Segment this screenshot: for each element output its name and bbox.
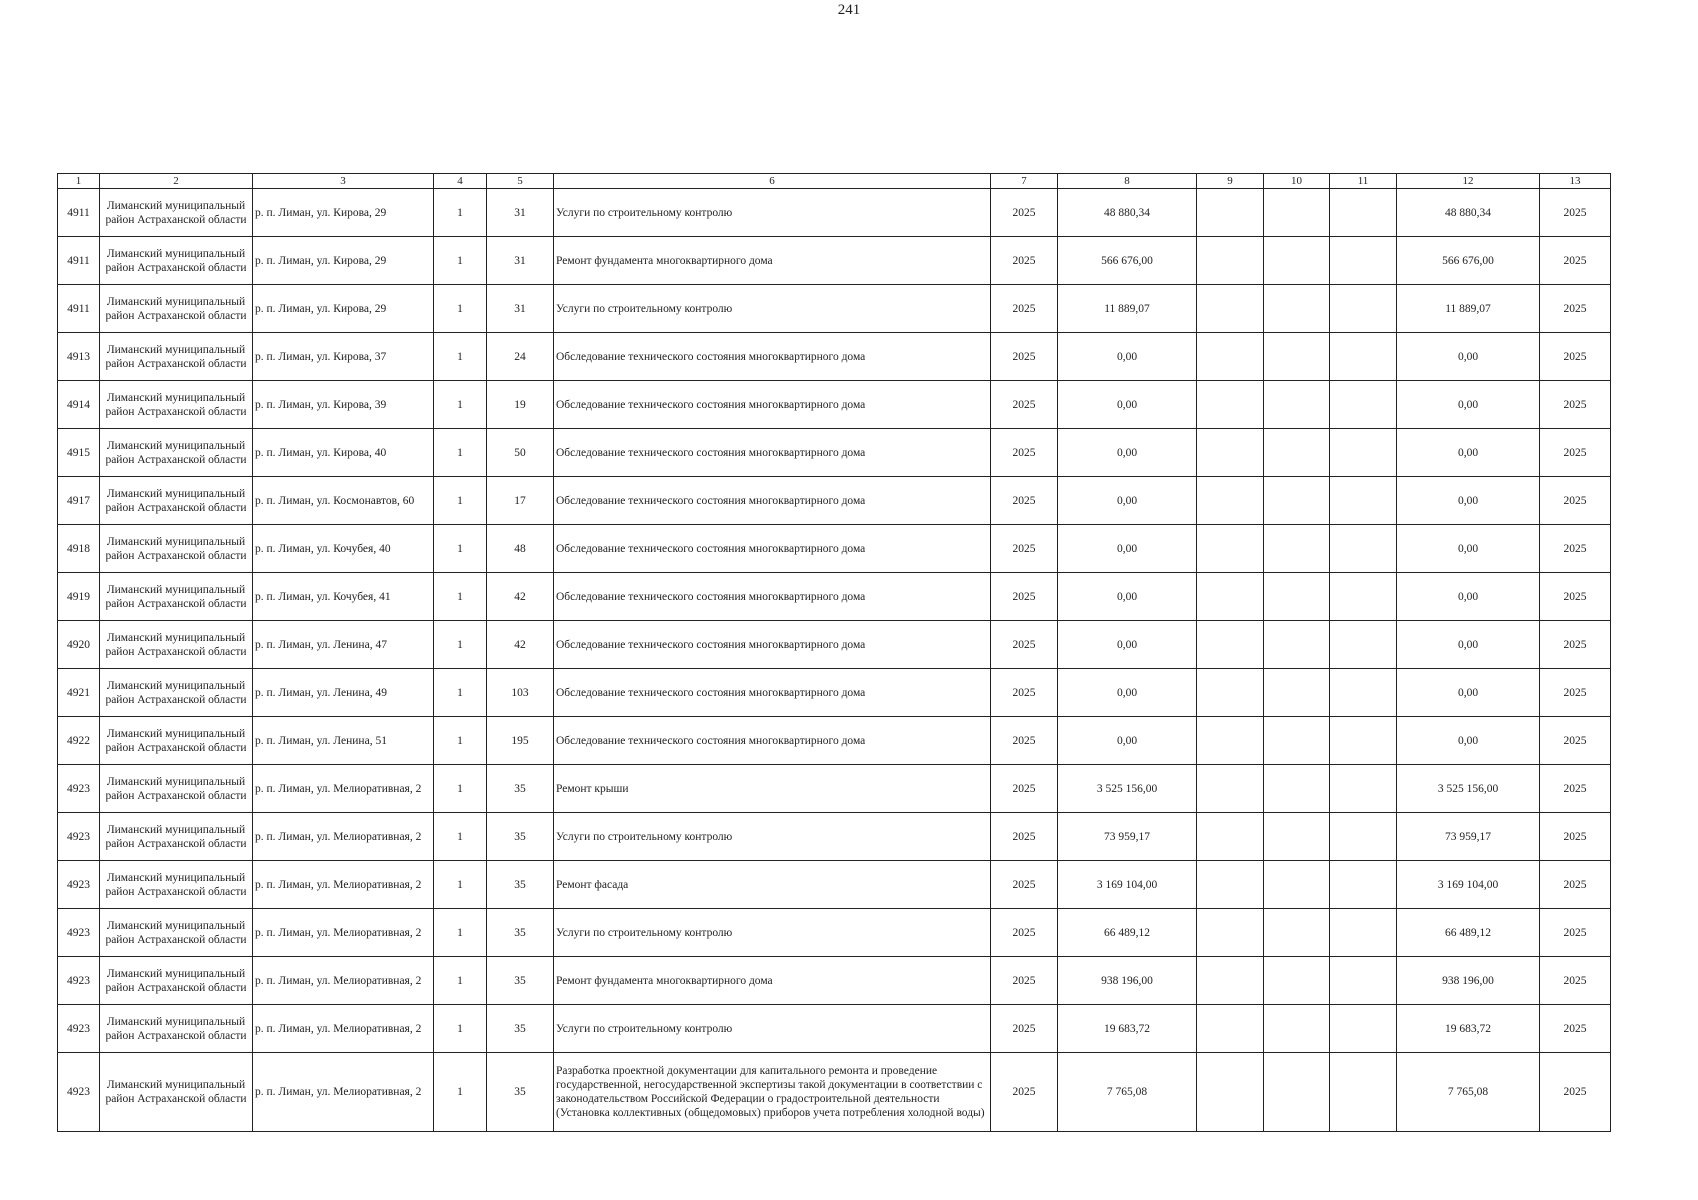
cell-end-year: 2025 <box>1540 381 1611 429</box>
cell-col10 <box>1264 861 1330 909</box>
cell-end-year: 2025 <box>1540 477 1611 525</box>
cell-address: р. п. Лиман, ул. Мелиоративная, 2 <box>253 1053 434 1132</box>
column-header-2: 2 <box>100 174 253 189</box>
cell-year: 2025 <box>991 957 1058 1005</box>
cell-municipality: Лиманский муниципальный район Астраханской области <box>100 285 253 333</box>
cell-year: 2025 <box>991 621 1058 669</box>
cell-municipality: Лиманский муниципальный район Астраханской области <box>100 813 253 861</box>
cell-municipality: Лиманский муниципальный район Астраханской области <box>100 1005 253 1053</box>
cell-work-type: Обследование технического состояния многоквартирного дома <box>554 621 991 669</box>
cell-total: 938 196,00 <box>1397 957 1540 1005</box>
table-row <box>58 381 1611 429</box>
cell-number: 4917 <box>58 477 100 525</box>
table-row <box>58 669 1611 717</box>
cell-col5: 31 <box>487 237 554 285</box>
cell-cost: 0,00 <box>1058 429 1197 477</box>
cell-col4: 1 <box>434 477 487 525</box>
cell-col11 <box>1330 237 1397 285</box>
cell-end-year: 2025 <box>1540 573 1611 621</box>
cell-number: 4911 <box>58 189 100 237</box>
cell-address: р. п. Лиман, ул. Кирова, 29 <box>253 285 434 333</box>
cell-year: 2025 <box>991 717 1058 765</box>
cell-year: 2025 <box>991 765 1058 813</box>
cell-col4: 1 <box>434 381 487 429</box>
cell-municipality: Лиманский муниципальный район Астраханской области <box>100 1053 253 1132</box>
cell-number: 4913 <box>58 333 100 381</box>
cell-cost: 566 676,00 <box>1058 237 1197 285</box>
cell-cost: 7 765,08 <box>1058 1053 1197 1132</box>
cell-col11 <box>1330 189 1397 237</box>
cell-col10 <box>1264 573 1330 621</box>
cell-work-type: Ремонт крыши <box>554 765 991 813</box>
cell-number: 4911 <box>58 285 100 333</box>
cell-work-type: Обследование технического состояния многоквартирного дома <box>554 573 991 621</box>
cell-total: 0,00 <box>1397 381 1540 429</box>
cell-col5: 35 <box>487 861 554 909</box>
table-row <box>58 813 1611 861</box>
cell-col11 <box>1330 573 1397 621</box>
cell-end-year: 2025 <box>1540 285 1611 333</box>
cell-col9 <box>1197 1005 1264 1053</box>
cell-number: 4920 <box>58 621 100 669</box>
cell-end-year: 2025 <box>1540 717 1611 765</box>
cell-col11 <box>1330 477 1397 525</box>
cell-year: 2025 <box>991 381 1058 429</box>
column-header-5: 5 <box>487 174 554 189</box>
cell-work-type: Обследование технического состояния многоквартирного дома <box>554 525 991 573</box>
cell-year: 2025 <box>991 909 1058 957</box>
cell-work-type: Ремонт фундамента многоквартирного дома <box>554 957 991 1005</box>
cell-col4: 1 <box>434 669 487 717</box>
cell-total: 0,00 <box>1397 621 1540 669</box>
cell-col4: 1 <box>434 189 487 237</box>
cell-cost: 0,00 <box>1058 573 1197 621</box>
cell-work-type: Ремонт фундамента многоквартирного дома <box>554 237 991 285</box>
cell-address: р. п. Лиман, ул. Ленина, 47 <box>253 621 434 669</box>
cell-col11 <box>1330 1005 1397 1053</box>
column-header-9: 9 <box>1197 174 1264 189</box>
cell-address: р. п. Лиман, ул. Мелиоративная, 2 <box>253 861 434 909</box>
cell-col10 <box>1264 813 1330 861</box>
cell-municipality: Лиманский муниципальный район Астраханской области <box>100 717 253 765</box>
cell-col10 <box>1264 909 1330 957</box>
cell-end-year: 2025 <box>1540 429 1611 477</box>
cell-municipality: Лиманский муниципальный район Астраханской области <box>100 381 253 429</box>
cell-year: 2025 <box>991 477 1058 525</box>
cell-address: р. п. Лиман, ул. Ленина, 49 <box>253 669 434 717</box>
cell-total: 73 959,17 <box>1397 813 1540 861</box>
cell-work-type: Услуги по строительному контролю <box>554 285 991 333</box>
cell-year: 2025 <box>991 861 1058 909</box>
cell-address: р. п. Лиман, ул. Мелиоративная, 2 <box>253 813 434 861</box>
table-row <box>58 621 1611 669</box>
cell-cost: 0,00 <box>1058 717 1197 765</box>
cell-municipality: Лиманский муниципальный район Астраханской области <box>100 333 253 381</box>
column-header-12: 12 <box>1397 174 1540 189</box>
table-row <box>58 237 1611 285</box>
table-row <box>58 765 1611 813</box>
column-header-3: 3 <box>253 174 434 189</box>
cell-col4: 1 <box>434 1005 487 1053</box>
cell-col9 <box>1197 429 1264 477</box>
cell-col4: 1 <box>434 1053 487 1132</box>
cell-col9 <box>1197 717 1264 765</box>
cell-col5: 35 <box>487 1005 554 1053</box>
cell-cost: 3 169 104,00 <box>1058 861 1197 909</box>
cell-col5: 42 <box>487 573 554 621</box>
cell-col9 <box>1197 909 1264 957</box>
table-body <box>58 189 1611 1132</box>
cell-year: 2025 <box>991 525 1058 573</box>
cell-work-type: Услуги по строительному контролю <box>554 813 991 861</box>
cell-municipality: Лиманский муниципальный район Астраханской области <box>100 429 253 477</box>
cell-col4: 1 <box>434 333 487 381</box>
cell-col9 <box>1197 525 1264 573</box>
cell-cost: 0,00 <box>1058 621 1197 669</box>
cell-address: р. п. Лиман, ул. Кирова, 39 <box>253 381 434 429</box>
cell-total: 566 676,00 <box>1397 237 1540 285</box>
cell-year: 2025 <box>991 189 1058 237</box>
cell-total: 0,00 <box>1397 573 1540 621</box>
cell-year: 2025 <box>991 813 1058 861</box>
cell-col10 <box>1264 237 1330 285</box>
cell-col4: 1 <box>434 285 487 333</box>
cell-col9 <box>1197 477 1264 525</box>
cell-work-type: Услуги по строительному контролю <box>554 1005 991 1053</box>
cell-year: 2025 <box>991 429 1058 477</box>
cell-municipality: Лиманский муниципальный район Астраханской области <box>100 525 253 573</box>
cell-col9 <box>1197 381 1264 429</box>
cell-col5: 35 <box>487 765 554 813</box>
table-row <box>58 477 1611 525</box>
cell-col11 <box>1330 525 1397 573</box>
cell-col11 <box>1330 717 1397 765</box>
cell-col10 <box>1264 477 1330 525</box>
cell-cost: 19 683,72 <box>1058 1005 1197 1053</box>
cell-address: р. п. Лиман, ул. Мелиоративная, 2 <box>253 957 434 1005</box>
cell-col9 <box>1197 333 1264 381</box>
cell-end-year: 2025 <box>1540 765 1611 813</box>
cell-work-type: Услуги по строительному контролю <box>554 909 991 957</box>
cell-end-year: 2025 <box>1540 189 1611 237</box>
cell-col10 <box>1264 189 1330 237</box>
cell-year: 2025 <box>991 285 1058 333</box>
cell-total: 3 169 104,00 <box>1397 861 1540 909</box>
column-header-6: 6 <box>554 174 991 189</box>
cell-address: р. п. Лиман, ул. Кирова, 40 <box>253 429 434 477</box>
table-row <box>58 333 1611 381</box>
cell-number: 4911 <box>58 237 100 285</box>
cell-municipality: Лиманский муниципальный район Астраханской области <box>100 621 253 669</box>
cell-number: 4921 <box>58 669 100 717</box>
cell-work-type: Обследование технического состояния многоквартирного дома <box>554 381 991 429</box>
cell-work-type: Разработка проектной документации для капитального ремонта и проведение государственной, негосударственной экспертизы такой документации в соответствии с законодательством Российской Федерации о градостроительной деятельности (Установка коллективных (общедомовых) приборов учета потребления холодной воды) <box>554 1053 991 1132</box>
table-row <box>58 909 1611 957</box>
cell-col10 <box>1264 285 1330 333</box>
cell-address: р. п. Лиман, ул. Кочубея, 41 <box>253 573 434 621</box>
column-header-4: 4 <box>434 174 487 189</box>
column-header-13: 13 <box>1540 174 1611 189</box>
cell-col11 <box>1330 333 1397 381</box>
header-row <box>58 174 1611 189</box>
cell-number: 4923 <box>58 909 100 957</box>
cell-col4: 1 <box>434 429 487 477</box>
cell-total: 3 525 156,00 <box>1397 765 1540 813</box>
cell-col10 <box>1264 381 1330 429</box>
cell-end-year: 2025 <box>1540 957 1611 1005</box>
cell-col4: 1 <box>434 237 487 285</box>
cell-municipality: Лиманский муниципальный район Астраханской области <box>100 573 253 621</box>
cell-cost: 73 959,17 <box>1058 813 1197 861</box>
cell-total: 48 880,34 <box>1397 189 1540 237</box>
cell-end-year: 2025 <box>1540 1005 1611 1053</box>
cell-number: 4923 <box>58 861 100 909</box>
cell-address: р. п. Лиман, ул. Кирова, 37 <box>253 333 434 381</box>
cell-total: 0,00 <box>1397 333 1540 381</box>
cell-col11 <box>1330 765 1397 813</box>
cell-work-type: Обследование технического состояния многоквартирного дома <box>554 429 991 477</box>
cell-col9 <box>1197 621 1264 669</box>
cell-address: р. п. Лиман, ул. Космонавтов, 60 <box>253 477 434 525</box>
cell-end-year: 2025 <box>1540 621 1611 669</box>
cell-end-year: 2025 <box>1540 669 1611 717</box>
table-row <box>58 429 1611 477</box>
table-row <box>58 861 1611 909</box>
table-row <box>58 525 1611 573</box>
cell-total: 19 683,72 <box>1397 1005 1540 1053</box>
cell-col11 <box>1330 381 1397 429</box>
column-header-8: 8 <box>1058 174 1197 189</box>
cell-total: 7 765,08 <box>1397 1053 1540 1132</box>
cell-number: 4919 <box>58 573 100 621</box>
cell-number: 4922 <box>58 717 100 765</box>
table-row <box>58 957 1611 1005</box>
cell-col5: 35 <box>487 909 554 957</box>
cell-col4: 1 <box>434 717 487 765</box>
cell-municipality: Лиманский муниципальный район Астраханской области <box>100 909 253 957</box>
cell-col11 <box>1330 285 1397 333</box>
cell-municipality: Лиманский муниципальный район Астраханской области <box>100 669 253 717</box>
table-header <box>58 174 1611 189</box>
cell-col11 <box>1330 813 1397 861</box>
page-number: 241 <box>837 2 861 18</box>
cell-number: 4923 <box>58 1005 100 1053</box>
cell-year: 2025 <box>991 573 1058 621</box>
cell-municipality: Лиманский муниципальный район Астраханской области <box>100 765 253 813</box>
cell-cost: 11 889,07 <box>1058 285 1197 333</box>
table-row <box>58 1005 1611 1053</box>
cell-col4: 1 <box>434 813 487 861</box>
cell-cost: 0,00 <box>1058 381 1197 429</box>
cell-col11 <box>1330 957 1397 1005</box>
cell-work-type: Обследование технического состояния многоквартирного дома <box>554 717 991 765</box>
cell-col11 <box>1330 429 1397 477</box>
cell-work-type: Обследование технического состояния многоквартирного дома <box>554 669 991 717</box>
cell-col5: 50 <box>487 429 554 477</box>
cell-number: 4915 <box>58 429 100 477</box>
cell-col5: 19 <box>487 381 554 429</box>
cell-col11 <box>1330 909 1397 957</box>
cell-municipality: Лиманский муниципальный район Астраханской области <box>100 189 253 237</box>
cell-col5: 35 <box>487 1053 554 1132</box>
column-header-7: 7 <box>991 174 1058 189</box>
cell-end-year: 2025 <box>1540 861 1611 909</box>
cell-col5: 48 <box>487 525 554 573</box>
cell-col10 <box>1264 333 1330 381</box>
cell-year: 2025 <box>991 237 1058 285</box>
cell-cost: 48 880,34 <box>1058 189 1197 237</box>
cell-year: 2025 <box>991 1005 1058 1053</box>
cell-col11 <box>1330 621 1397 669</box>
cell-col9 <box>1197 1053 1264 1132</box>
cell-number: 4923 <box>58 957 100 1005</box>
cell-total: 0,00 <box>1397 525 1540 573</box>
cell-col4: 1 <box>434 525 487 573</box>
cell-address: р. п. Лиман, ул. Кирова, 29 <box>253 189 434 237</box>
cell-end-year: 2025 <box>1540 813 1611 861</box>
cell-total: 11 889,07 <box>1397 285 1540 333</box>
table-row <box>58 189 1611 237</box>
cell-col5: 42 <box>487 621 554 669</box>
cell-col9 <box>1197 765 1264 813</box>
table-row <box>58 1053 1611 1132</box>
cell-col5: 35 <box>487 957 554 1005</box>
cell-total: 0,00 <box>1397 669 1540 717</box>
cell-cost: 66 489,12 <box>1058 909 1197 957</box>
cell-cost: 0,00 <box>1058 333 1197 381</box>
cell-work-type: Услуги по строительному контролю <box>554 189 991 237</box>
cell-address: р. п. Лиман, ул. Кочубея, 40 <box>253 525 434 573</box>
table-row <box>58 717 1611 765</box>
cell-col4: 1 <box>434 621 487 669</box>
cell-col11 <box>1330 861 1397 909</box>
cell-number: 4923 <box>58 813 100 861</box>
table-row <box>58 573 1611 621</box>
cell-cost: 0,00 <box>1058 669 1197 717</box>
cell-address: р. п. Лиман, ул. Мелиоративная, 2 <box>253 765 434 813</box>
cell-col11 <box>1330 669 1397 717</box>
cell-col5: 31 <box>487 285 554 333</box>
cell-work-type: Обследование технического состояния многоквартирного дома <box>554 477 991 525</box>
cell-address: р. п. Лиман, ул. Мелиоративная, 2 <box>253 1005 434 1053</box>
cell-col5: 195 <box>487 717 554 765</box>
cell-col11 <box>1330 1053 1397 1132</box>
cell-col4: 1 <box>434 573 487 621</box>
cell-col10 <box>1264 717 1330 765</box>
cell-col5: 103 <box>487 669 554 717</box>
cell-year: 2025 <box>991 1053 1058 1132</box>
column-header-1: 1 <box>58 174 100 189</box>
cell-col4: 1 <box>434 909 487 957</box>
cell-address: р. п. Лиман, ул. Мелиоративная, 2 <box>253 909 434 957</box>
cell-col10 <box>1264 669 1330 717</box>
cell-col10 <box>1264 1053 1330 1132</box>
cell-col4: 1 <box>434 765 487 813</box>
cell-end-year: 2025 <box>1540 909 1611 957</box>
cell-col10 <box>1264 525 1330 573</box>
cell-work-type: Обследование технического состояния многоквартирного дома <box>554 333 991 381</box>
cell-col5: 17 <box>487 477 554 525</box>
cell-col5: 35 <box>487 813 554 861</box>
cell-cost: 0,00 <box>1058 525 1197 573</box>
cell-col9 <box>1197 285 1264 333</box>
cell-municipality: Лиманский муниципальный район Астраханской области <box>100 237 253 285</box>
cell-number: 4918 <box>58 525 100 573</box>
cell-cost: 0,00 <box>1058 477 1197 525</box>
cell-total: 66 489,12 <box>1397 909 1540 957</box>
cell-col10 <box>1264 1005 1330 1053</box>
column-header-10: 10 <box>1264 174 1330 189</box>
cell-number: 4923 <box>58 765 100 813</box>
cell-col10 <box>1264 621 1330 669</box>
cell-work-type: Ремонт фасада <box>554 861 991 909</box>
cell-total: 0,00 <box>1397 477 1540 525</box>
cell-col9 <box>1197 813 1264 861</box>
cell-municipality: Лиманский муниципальный район Астраханской области <box>100 957 253 1005</box>
cell-end-year: 2025 <box>1540 1053 1611 1132</box>
cell-end-year: 2025 <box>1540 237 1611 285</box>
cell-col9 <box>1197 189 1264 237</box>
cell-municipality: Лиманский муниципальный район Астраханской области <box>100 477 253 525</box>
cell-col9 <box>1197 861 1264 909</box>
cell-col4: 1 <box>434 957 487 1005</box>
cell-col9 <box>1197 669 1264 717</box>
cell-total: 0,00 <box>1397 429 1540 477</box>
cell-address: р. п. Лиман, ул. Ленина, 51 <box>253 717 434 765</box>
cell-col10 <box>1264 957 1330 1005</box>
cell-col9 <box>1197 957 1264 1005</box>
cell-col10 <box>1264 765 1330 813</box>
cell-cost: 938 196,00 <box>1058 957 1197 1005</box>
cell-col5: 31 <box>487 189 554 237</box>
cell-municipality: Лиманский муниципальный район Астраханской области <box>100 861 253 909</box>
cell-col5: 24 <box>487 333 554 381</box>
cell-end-year: 2025 <box>1540 333 1611 381</box>
cell-year: 2025 <box>991 669 1058 717</box>
cell-col10 <box>1264 429 1330 477</box>
cell-col9 <box>1197 573 1264 621</box>
cell-col4: 1 <box>434 861 487 909</box>
registry-table <box>57 173 1611 1132</box>
cell-total: 0,00 <box>1397 717 1540 765</box>
cell-address: р. п. Лиман, ул. Кирова, 29 <box>253 237 434 285</box>
cell-number: 4923 <box>58 1053 100 1132</box>
column-header-11: 11 <box>1330 174 1397 189</box>
cell-number: 4914 <box>58 381 100 429</box>
table-row <box>58 285 1611 333</box>
cell-col9 <box>1197 237 1264 285</box>
cell-end-year: 2025 <box>1540 525 1611 573</box>
cell-cost: 3 525 156,00 <box>1058 765 1197 813</box>
cell-year: 2025 <box>991 333 1058 381</box>
